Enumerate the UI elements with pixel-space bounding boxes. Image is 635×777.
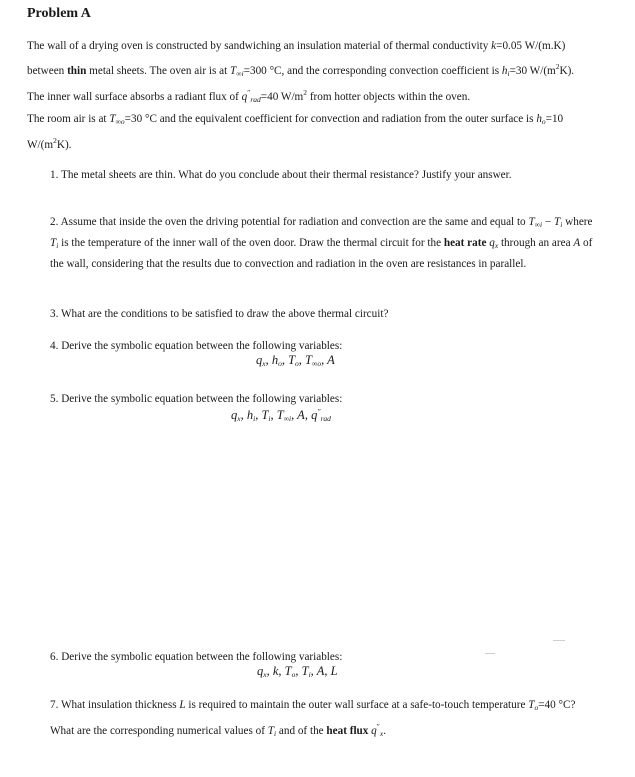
question-6: 6. Derive the symbolic equation between the following variables: <box>50 651 343 663</box>
question-1: 1. The metal sheets are thin. What do you conclude about their thermal resistance? Justify your answer. <box>50 169 512 181</box>
heat-rate-emphasis: heat rate <box>443 237 487 249</box>
problem-title: Problem A <box>27 6 91 21</box>
equation-variables-5: $q_x$, $h_i$, $T_i$, $T_{\infty i}$, A, $q''_{rad}$ <box>231 407 331 423</box>
heat-flux-emphasis: heat flux <box>326 725 369 737</box>
question-5: 5. Derive the symbolic equation between the following variables: <box>50 393 343 405</box>
question-7: 7. What insulation thickness L is required to maintain the outer wall surface at a safe-to-touch temperature $T_o=40$ °C? What are the corresponding numerical values of $T_i$ and of the heat flux $q''_x$. <box>50 699 576 738</box>
question-2: 2. Assume that inside the oven the driving potential for radiation and convection are the same and equal to $T_{\infty i} - T_i$ where $T_i$ is the temperature of the inner wall of the oven door. Draw the thermal circuit for the heat rate $q_x$ through an area A of the wall, considering that the results due to convection and radiation in the oven are resistances in parallel. <box>50 216 593 270</box>
question-3: 3. What are the conditions to be satisfied to draw the above thermal circuit? <box>50 308 389 320</box>
thin-emphasis: thin <box>67 64 87 77</box>
question-4: 4. Derive the symbolic equation between the following variables: <box>50 340 343 352</box>
equation-variables-6: $q_x$, k, $T_o$, $T_i$, A, L <box>257 664 338 679</box>
equation-variables-4: $q_x$, $h_o$, $T_o$, $T_{\infty o}$, A <box>256 353 335 368</box>
stray-mark-1 <box>553 640 565 641</box>
problem-statement: The wall of a drying oven is constructed by sandwiching an insulation material of thermal conductivity k=0.05 W/(m.K) between thin metal sheets. The oven air is at $T_{\infty i}=300$ °C, and the corresponding convection coefficient is $h_i=30$ $W/(m^2K)$. The inner wall surface absorbs a radiant flux of $q''_{rad}=40$ $W/m^2$ from hotter objects within the oven. The room air is at $T_{\infty o}=30$ °C and the equivalent coefficient for convection and radiation from the outer surface is $h_o=10$ $W/(m^2K)$. <box>27 40 575 151</box>
